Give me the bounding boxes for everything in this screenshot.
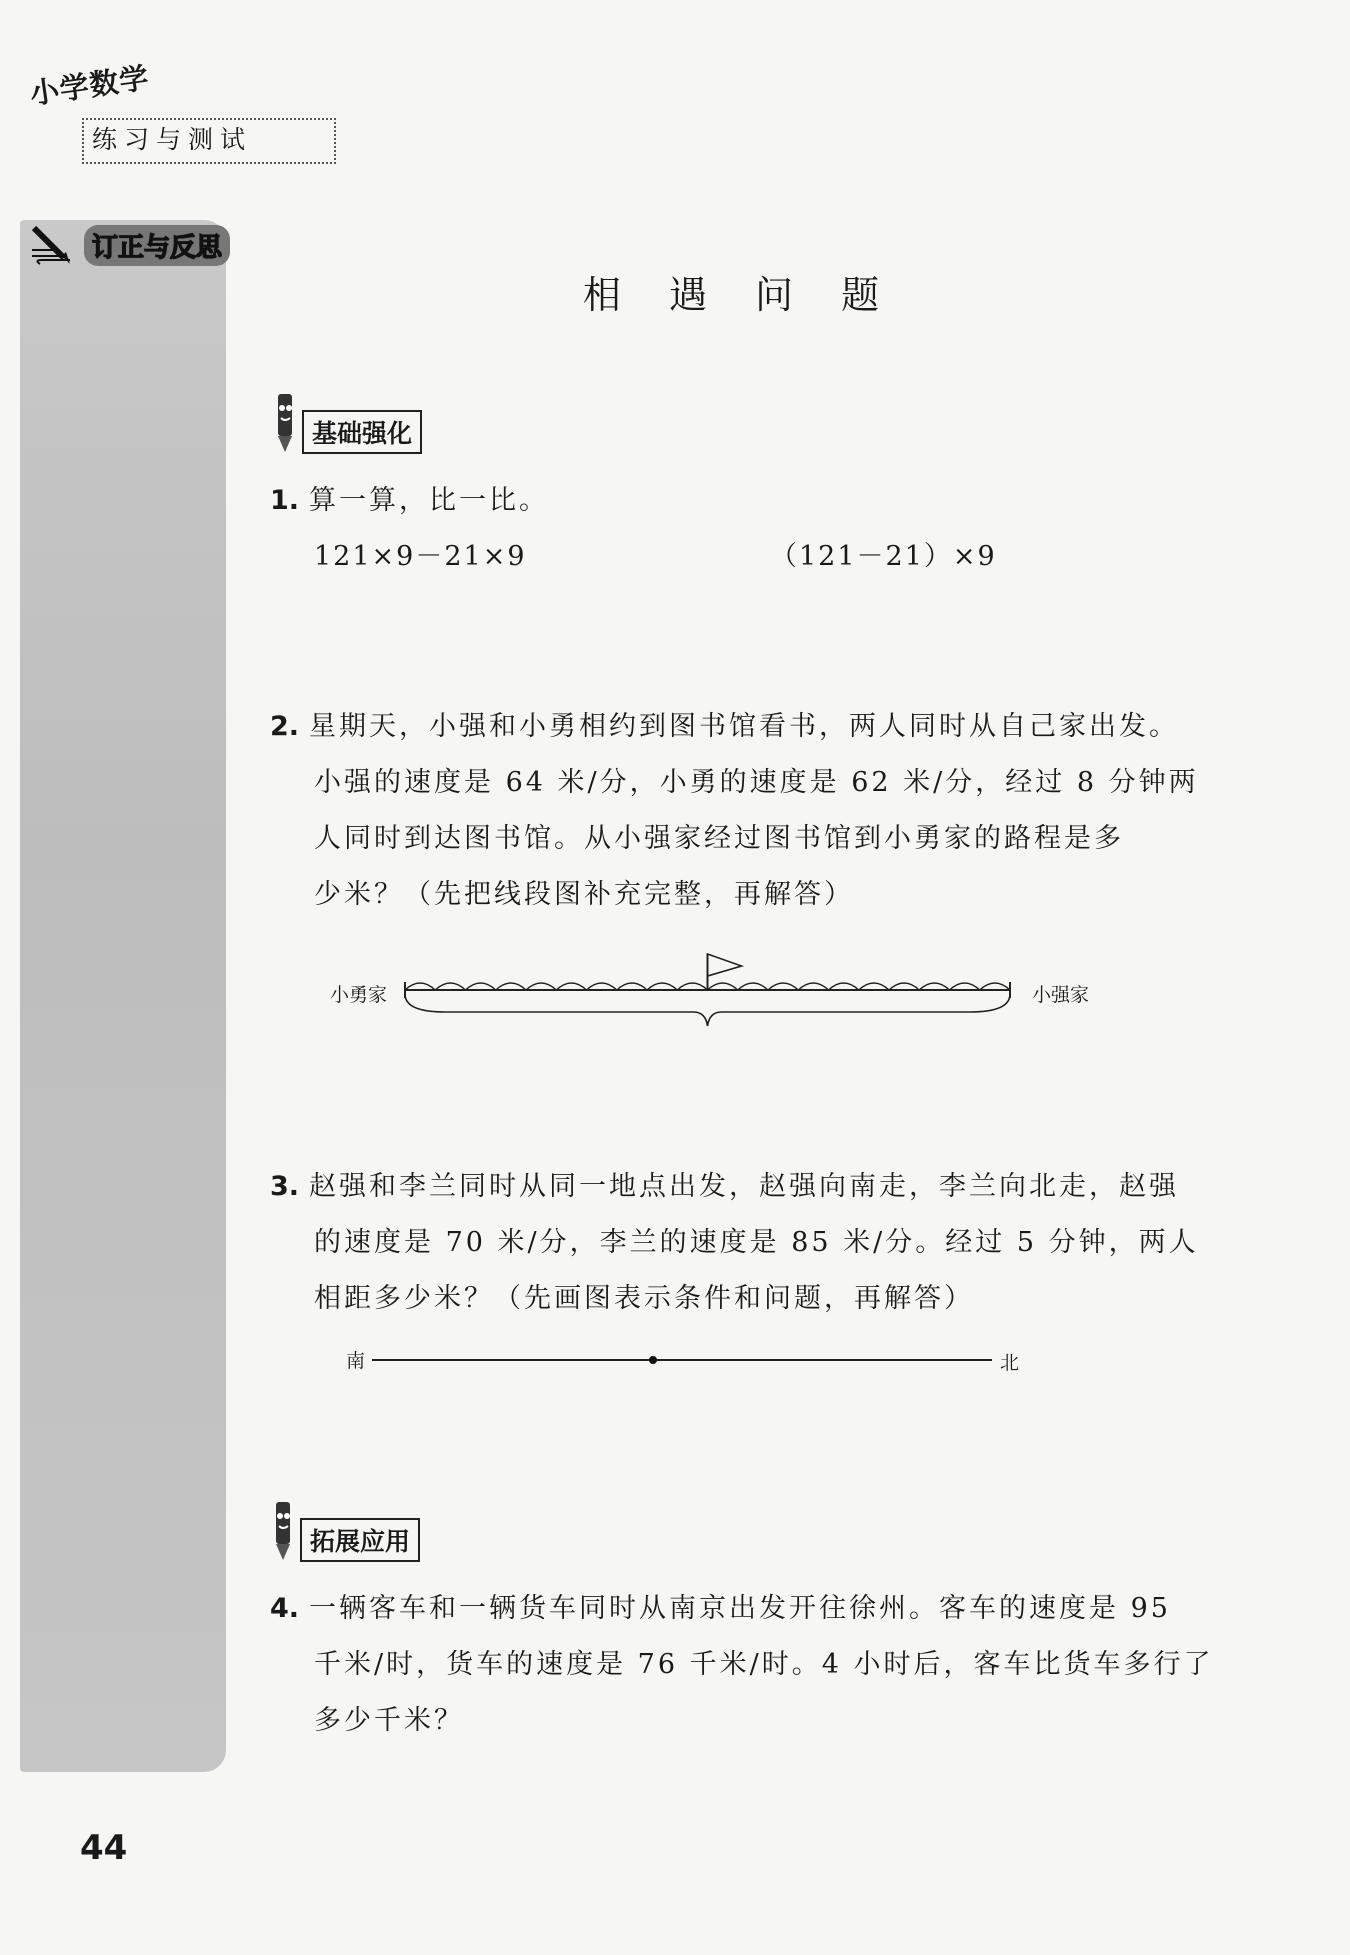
pencil-mascot-icon xyxy=(268,1500,298,1562)
q3-direction-line xyxy=(370,1350,1000,1370)
q2-segment-arc xyxy=(798,983,828,990)
q4-line-1 xyxy=(270,1586,1171,1625)
q2-segment-arc xyxy=(677,983,707,990)
pencil-icon xyxy=(30,222,80,268)
q2-line-2: 小强的速度是 64 米/分，小勇的速度是 62 米/分，经过 8 分钟两 xyxy=(314,767,1199,798)
pencil-mascot-icon xyxy=(270,392,300,454)
section-basic-label: 基础强化 xyxy=(302,410,422,454)
q2-number: 2. xyxy=(270,711,300,742)
section-extended xyxy=(268,1500,420,1562)
q3-number: 3. xyxy=(270,1171,300,1202)
q1-number: 1. xyxy=(270,485,300,516)
q3-line-3: 相距多少米？（先画图表示条件和问题，再解答） xyxy=(314,1283,974,1314)
q2-line-3: 人同时到达图书馆。从小强家经过图书馆到小勇家的路程是多 xyxy=(314,823,1124,854)
q2-segment-arc xyxy=(647,983,677,990)
q4-line-2: 千米/时，货车的速度是 76 千米/时。4 小时后，客车比货车多行了 xyxy=(314,1649,1214,1680)
q4-number: 4. xyxy=(270,1593,300,1624)
correction-sidebar xyxy=(20,220,226,1772)
section-basic xyxy=(270,392,422,454)
q2-segment-diagram xyxy=(400,940,1030,1030)
q3-line-2: 的速度是 70 米/分，李兰的速度是 85 米/分。经过 5 分钟，两人 xyxy=(314,1227,1199,1258)
q3-north-label: 北 xyxy=(1000,1352,1020,1374)
q2-segment-arc xyxy=(919,983,949,990)
q2-segment-arc xyxy=(738,983,768,990)
q3-south-label: 南 xyxy=(346,1350,366,1372)
q2-segment-arc xyxy=(889,983,919,990)
q2-segment-arc xyxy=(617,983,647,990)
q1-line xyxy=(270,478,549,517)
q2-segment-arc xyxy=(405,983,435,990)
q2-segment-arc xyxy=(859,983,889,990)
sidebar-label: 订正与反思 xyxy=(84,225,230,266)
q2-segment-arc xyxy=(708,983,738,990)
page-title: 相 遇 问 题 xyxy=(582,273,898,317)
q2-line-1 xyxy=(270,704,1179,743)
q2-line-4: 少米？（先把线段图补充完整，再解答） xyxy=(314,879,854,910)
page-number: 44 xyxy=(80,1828,128,1868)
q1-text: 算一算，比一比。 xyxy=(309,485,550,516)
q2-text-1: 星期天，小强和小勇相约到图书馆看书，两人同时从自己家出发。 xyxy=(309,711,1180,742)
q2-segment-arc xyxy=(768,983,798,990)
q2-segment-arc xyxy=(829,983,859,990)
brand-subtitle-box xyxy=(82,118,336,164)
q2-segment-arc xyxy=(466,983,496,990)
q2-segment-arc xyxy=(556,983,586,990)
q2-segment-arc xyxy=(496,983,526,990)
q2-left-label: 小勇家 xyxy=(330,984,388,1006)
sidebar-tag xyxy=(30,222,230,268)
q3-text-1: 赵强和李兰同时从同一地点出发，赵强向南走，李兰向北走，赵强 xyxy=(309,1171,1180,1202)
q4-text-1: 一辆客车和一辆货车同时从南京出发开往徐州。客车的速度是 95 xyxy=(309,1593,1171,1624)
q2-segment-arc xyxy=(950,983,980,990)
brand-title: 小学数学 xyxy=(27,60,152,111)
section-extended-label: 拓展应用 xyxy=(300,1518,420,1562)
q2-brace xyxy=(405,994,1010,1026)
q2-segment-arc xyxy=(980,983,1010,990)
q2-library-flag xyxy=(708,954,742,976)
q2-segment-arc xyxy=(587,983,617,990)
q2-right-label: 小强家 xyxy=(1032,984,1090,1006)
q3-line-1 xyxy=(270,1164,1179,1203)
q3-start-point xyxy=(649,1356,657,1364)
q4-line-3: 多少千米？ xyxy=(314,1705,464,1736)
q2-segment-arc xyxy=(526,983,556,990)
q2-segment-arc xyxy=(435,983,465,990)
brand-subtitle: 练习与测试 xyxy=(92,125,253,154)
q1-expression-left: 121×9－21×9 xyxy=(314,541,527,572)
q1-expression-right: （121－21）×9 xyxy=(770,541,997,572)
